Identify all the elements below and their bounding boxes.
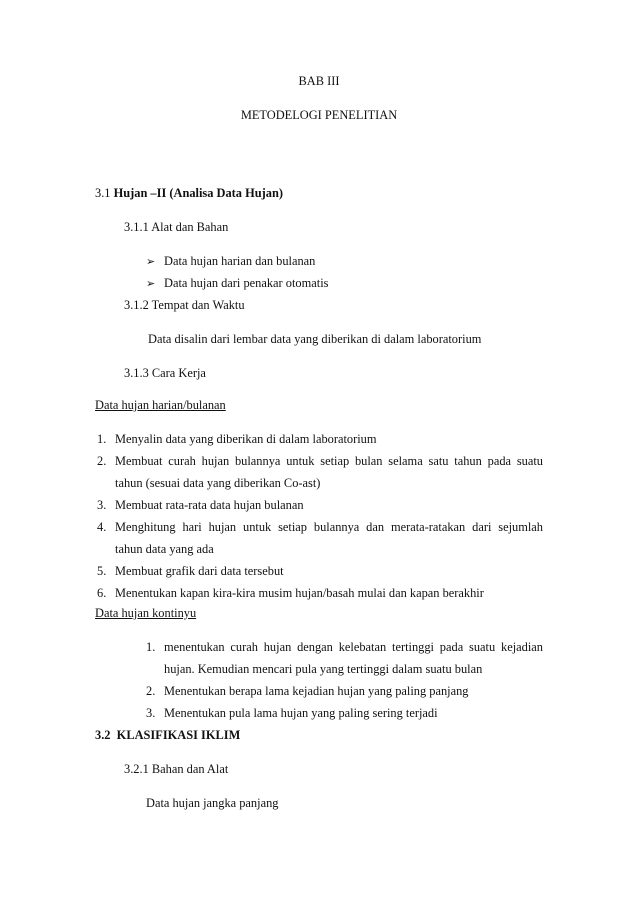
- paragraph: Data hujan jangka panjang: [146, 796, 279, 810]
- item-text: Membuat grafik dari data tersebut: [115, 564, 284, 578]
- section-number: 3.1: [95, 186, 114, 200]
- numbered-item: [97, 586, 484, 601]
- numbered-item: [97, 454, 115, 469]
- list-item: [146, 254, 315, 269]
- section-3-2-heading: 3.2 KLASIFIKASI IKLIM: [95, 728, 241, 742]
- continuous-data-heading: Data hujan kontinyu: [95, 606, 197, 620]
- section-title: Hujan –II (Analisa Data Hujan): [113, 186, 283, 200]
- daily-data-heading: Data hujan harian/bulanan: [95, 398, 226, 412]
- item-text: Menentukan kapan kira-kira musim hujan/basah mulai dan kapan berakhir: [115, 586, 484, 600]
- item-number: 3.: [97, 498, 107, 512]
- list-item-text: Data hujan harian dan bulanan: [164, 254, 316, 268]
- section-3-1-heading: [95, 186, 283, 201]
- item-number: 1.: [146, 640, 156, 654]
- numbered-item: [97, 432, 377, 447]
- item-number: 4.: [97, 520, 107, 534]
- paragraph: Data disalin dari lembar data yang diberikan di dalam laboratorium: [148, 332, 482, 346]
- item-text: Menentukan berapa lama kejadian hujan yang paling panjang: [164, 684, 469, 698]
- item-number: 6.: [97, 586, 107, 600]
- item-text: Menyalin data yang diberikan di dalam laboratorium: [115, 432, 377, 446]
- item-text: Menghitung hari hujan untuk setiap bulannya dan merata-ratakan dari sejumlah: [115, 520, 543, 534]
- item-text-continued: hujan. Kemudian mencari pula yang tertinggi dalam suatu bulan: [164, 662, 483, 676]
- numbered-item: [97, 520, 115, 535]
- numbered-item: [97, 498, 304, 513]
- item-number: 2.: [146, 684, 156, 698]
- list-item-text: Data hujan dari penakar otomatis: [164, 276, 329, 290]
- item-text: Membuat rata-rata data hujan bulanan: [115, 498, 304, 512]
- subsection-3-1-2-heading: 3.1.2 Tempat dan Waktu: [124, 298, 245, 312]
- item-number: 1.: [97, 432, 107, 446]
- item-text-continued: tahun data yang ada: [115, 542, 214, 556]
- numbered-item: [146, 640, 164, 655]
- arrow-bullet-icon: ➢: [146, 256, 156, 268]
- item-text: Membuat curah hujan bulannya untuk setiap bulan selama satu tahun pada suatu: [115, 454, 543, 468]
- list-item: [146, 276, 328, 291]
- subsection-3-2-1-heading: 3.2.1 Bahan dan Alat: [124, 762, 229, 776]
- arrow-bullet-icon: ➢: [146, 278, 156, 290]
- item-number: 2.: [97, 454, 107, 468]
- item-number: 5.: [97, 564, 107, 578]
- subsection-3-1-1-heading: 3.1.1 Alat dan Bahan: [124, 220, 229, 234]
- chapter-label: BAB III: [298, 74, 340, 88]
- numbered-item: [146, 684, 469, 699]
- subsection-3-1-3-heading: 3.1.3 Cara Kerja: [124, 366, 206, 380]
- item-number: 3.: [146, 706, 156, 720]
- item-text: Menentukan pula lama hujan yang paling sering terjadi: [164, 706, 438, 720]
- item-text-continued: tahun (sesuai data yang diberikan Co-ast): [115, 476, 321, 490]
- numbered-item: [146, 706, 438, 721]
- chapter-title: METODELOGI PENELITIAN: [240, 108, 398, 122]
- numbered-item: [97, 564, 284, 579]
- item-text: menentukan curah hujan dengan kelebatan tertinggi pada suatu kejadian: [164, 640, 543, 654]
